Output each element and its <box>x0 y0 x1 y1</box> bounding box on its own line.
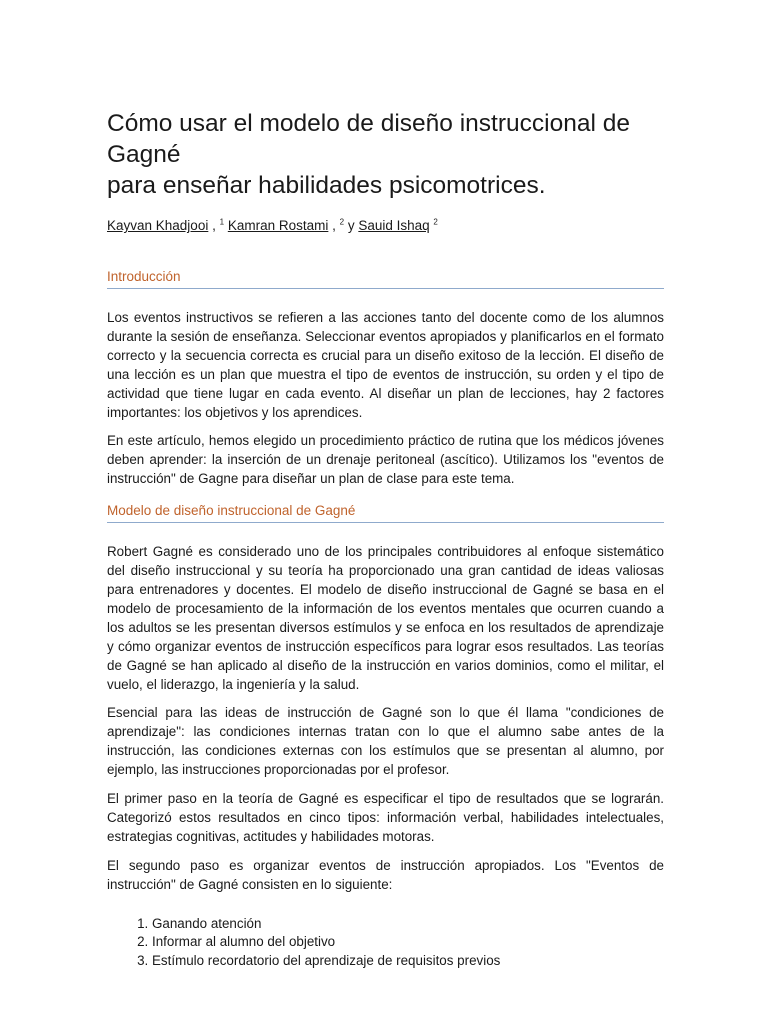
list-item: 2. Informar al alumno del objetivo <box>152 933 664 952</box>
model-paragraph-4: El segundo paso es organizar eventos de instrucción apropiados. Los "Eventos de instrucción" de Gagné consisten en lo siguiente: <box>107 857 664 892</box>
author-link-1[interactable]: Kayvan Khadjooi <box>107 218 209 233</box>
list-item: 3. Estímulo recordatorio del aprendizaje de requisitos previos <box>152 952 664 971</box>
title-line-1: Cómo usar el modelo de diseño instruccional de Gagné <box>107 110 630 168</box>
list-item: 1. Ganando atención <box>152 915 664 934</box>
title-line-2: para enseñar habilidades psicomotrices. <box>107 172 546 199</box>
author-separator-2: , <box>328 218 340 233</box>
author-separator-3: y <box>344 218 359 233</box>
author-line <box>107 217 664 235</box>
author-link-2[interactable]: Kamran Rostami <box>227 218 329 233</box>
affiliation-marker-3: 2 <box>433 217 438 227</box>
affiliation-marker-2: 2 <box>339 217 345 227</box>
model-paragraph-2: Esencial para las ideas de instrucción de Gagné son lo que él llama "condiciones de aprendizaje": las condiciones internas tratan con lo que el alumno sabe antes de la instrucción, las condiciones externas con los estímulos que se presentan al alumno, por ejemplo, las instrucciones proporcionadas por el profesor. <box>107 705 664 778</box>
model-paragraph-3: El primer paso en la teoría de Gagné es especificar el tipo de resultados que se lograrán. Categorizó estos resultados en cinco tipos: información verbal, habilidades intelectuales, estrategias cognitivas, actitudes y habilidades motoras. <box>107 791 664 844</box>
intro-paragraph-1: Los eventos instructivos se refieren a las acciones tanto del docente como de los alumnos durante la sesión de enseñanza. Seleccionar eventos apropiados y planificarlos en el formato correcto y la secuencia correcta es crucial para un diseño exitoso de la lección. El diseño de una lección es un plan que muestra el tipo de eventos de instrucción, su orden y el tipo de actividad que tiene lugar en cada evento. Al diseñar un plan de lecciones, hay 2 factores importantes: los objetivos y los aprendices. <box>107 310 664 420</box>
intro-paragraph-2: En este artículo, hemos elegido un procedimiento práctico de rutina que los médicos jóvenes deben aprender: la inserción de un drenaje peritoneal (ascítico). Utilizamos los "eventos de instrucción" de Gagne para diseñar un plan de clase para este tema. <box>107 433 664 487</box>
affiliation-marker-1: 1 <box>219 217 225 227</box>
model-paragraph-1: Robert Gagné es considerado uno de los principales contribuidores al enfoque sistemático del diseño instruccional y su teoría ha proporcionado una gran cantidad de ideas valiosas para entrenadores y docentes. El modelo de diseño instruccional de Gagné se basa en el modelo de procesamiento de la información de los eventos mentales que ocurren cuando a los adultos se les presentan diversos estímulos y se enfoca en los resultados de aprendizaje y cómo organizar eventos de instrucción específicos para lograr esos resultados. Las teorías de Gagné se han aplicado al diseño de la instrucción en varios dominios, como el militar, el vuelo, el liderazgo, la ingeniería y la salud. <box>107 544 664 692</box>
author-separator-1: , <box>208 218 220 233</box>
section-heading-introduccion: Introducción <box>107 268 664 289</box>
document-title <box>107 108 664 201</box>
events-list <box>107 915 664 972</box>
section-heading-modelo: Modelo de diseño instruccional de Gagné <box>107 502 664 523</box>
author-link-3[interactable]: Sauid Ishaq <box>358 218 430 233</box>
